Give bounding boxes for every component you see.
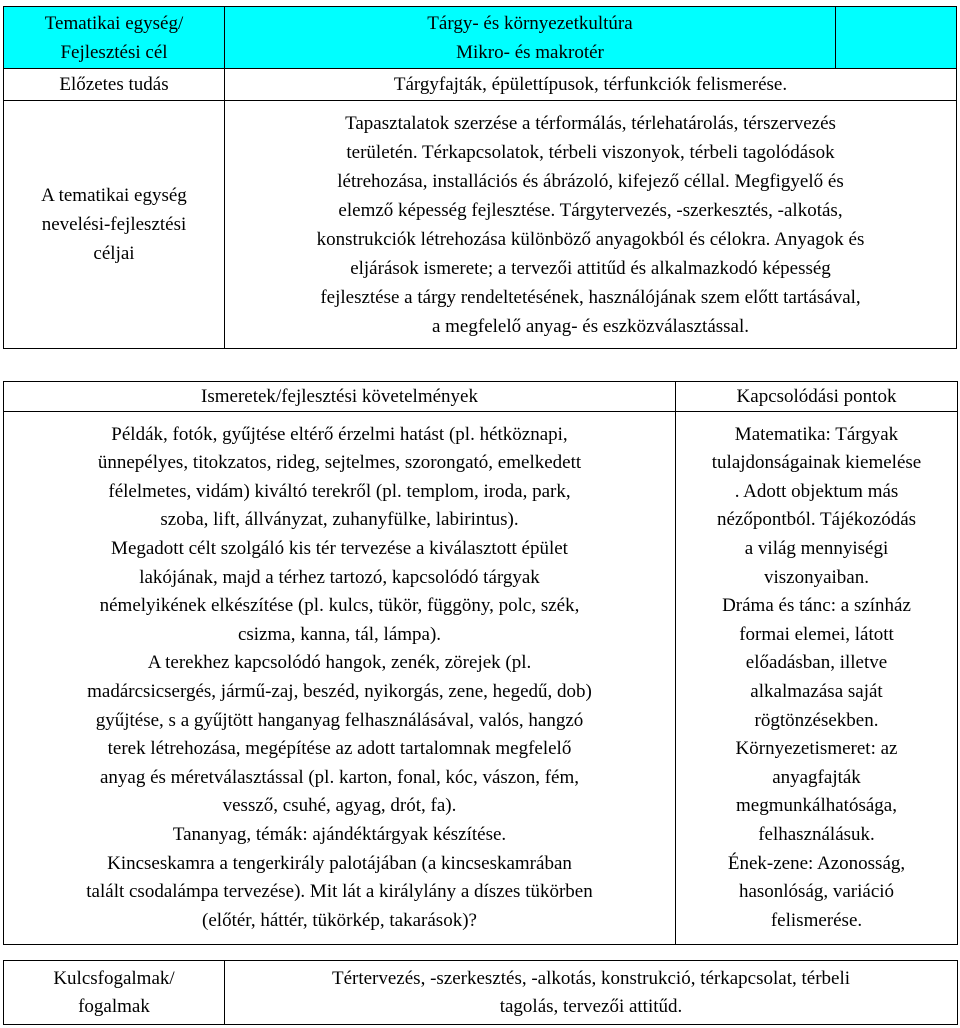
content-line: rögtönzésekben. <box>754 709 879 731</box>
content-line: nézőpontból. Tájékozódás <box>716 509 917 531</box>
prior-knowledge-value <box>225 69 957 101</box>
content-line: anyagfajták <box>772 766 861 788</box>
value-line: Tárgyfajták, épülettípusok, térfunkciók felismerése. <box>393 74 788 95</box>
label-line: nevelési-fejlesztési <box>41 214 187 235</box>
key-concepts-table <box>3 960 958 1025</box>
value-line: tagolás, tervezői attitűd. <box>499 995 683 1017</box>
content-line: szoba, lift, állványzat, zuhanyfülke, labirintus). <box>160 509 519 531</box>
content-line: Ének-zene: Azonosság, <box>727 852 906 874</box>
connections-header: Kapcsolódási pontok <box>676 382 958 412</box>
value-line: Tapasztalatok szerzése a térformálás, térlehatárolás, térszervezés <box>345 112 836 134</box>
content-line: Dráma és tánc: a színház <box>722 595 911 617</box>
content-line: vessző, csuhé, agyag, drót, fa). <box>222 795 457 817</box>
content-line: hasonlóság, variáció <box>738 881 895 903</box>
goals-value <box>225 101 957 349</box>
label-line: Előzetes tudás <box>59 74 169 95</box>
requirements-content <box>4 412 676 945</box>
label-line: céljai <box>93 243 135 264</box>
content-line: félelmetes, vidám) kiváltó terekről (pl. templom, iroda, park, <box>108 480 571 502</box>
content-line: gyűjtése, s a gyűjtött hanganyag felhasználásával, valós, hangzó <box>95 709 584 731</box>
content-line: tulajdonságainak kiemelése <box>711 452 922 474</box>
requirements-header: Ismeretek/fejlesztési követelmények <box>4 382 676 412</box>
content-line: Környezetismeret: az <box>735 738 898 760</box>
value-line: a megfelelő anyag- és eszközválasztással. <box>431 315 750 337</box>
value-line: Mikro- és makrotér <box>456 41 604 63</box>
content-line: Matematika: Tárgyak <box>734 423 899 445</box>
theme-unit-table <box>3 6 957 349</box>
label-line: fogalmak <box>78 995 150 1017</box>
content-line: (előtér, háttér, tükörkép, takarások)? <box>202 909 477 931</box>
content-line: terek létrehozása, megépítése az adott tartalomnak megfelelő <box>107 738 572 760</box>
content-line: felismerése. <box>770 909 863 931</box>
content-line: Tananyag, témák: ajándéktárgyak készítése. <box>172 823 507 845</box>
value-line: Tértervezés, -szerkesztés, -alkotás, konstrukció, térkapcsolat, térbeli <box>331 967 851 989</box>
value-line: fejlesztése a tárgy rendeltetésének, használójának szem előtt tartásával, <box>320 286 861 308</box>
label-line: A tematikai egység <box>41 185 187 206</box>
value-line: eljárások ismerete; a tervezői attitűd és alkalmazkodó képesség <box>350 257 831 279</box>
value-line: területén. Térkapcsolatok, térbeli viszonyok, térbeli tagolódások <box>346 141 835 163</box>
label-line: Tematikai egység/ <box>44 12 184 34</box>
value-line: konstrukciók létrehozása különböző anyagokból és célokra. Anyagok és <box>316 228 865 250</box>
content-line: madárcsicsergés, jármű-zaj, beszéd, nyikorgás, zene, hegedű, dob) <box>87 681 592 702</box>
content-line: Példák, fotók, gyűjtése eltérő érzelmi hatást (pl. hétköznapi, <box>111 423 568 445</box>
content-line: formai elemei, látott <box>739 623 894 645</box>
content-line: . Adott objektum más <box>734 480 899 502</box>
content-line: alkalmazása saját <box>750 681 883 702</box>
content-line: a világ mennyiségi <box>744 538 889 560</box>
goals-label <box>4 101 225 349</box>
content-line: felhasználásuk. <box>758 823 875 845</box>
content-line: csizma, kanna, tál, lámpa). <box>237 623 442 645</box>
value-line: elemző képesség fejlesztése. Tárgytervezés, -szerkesztés, -alkotás, <box>338 199 843 221</box>
content-line: ünnepélyes, titokzatos, rideg, sejtelmes, szorongató, emelkedett <box>97 452 582 474</box>
content-line: viszonyaiban. <box>763 566 869 588</box>
requirements-table <box>3 381 958 945</box>
content-line: megmunkálhatósága, <box>736 795 897 817</box>
theme-unit-label <box>4 7 225 69</box>
content-line: A terekhez kapcsolódó hangok, zenék, zörejek (pl. <box>147 652 532 674</box>
prior-knowledge-label <box>4 69 225 101</box>
content-line: talált csodalámpa tervezése). Mit lát a királylány a díszes tükörben <box>86 881 593 903</box>
key-concepts-value <box>225 961 958 1025</box>
content-line: előadásban, illetve <box>745 652 888 674</box>
theme-unit-value <box>225 7 836 69</box>
content-line: némelyikének elkészítése (pl. kulcs, tükör, függöny, polc, szék, <box>99 595 580 617</box>
content-line: Megadott célt szolgáló kis tér tervezése a kiválasztott épület <box>111 538 568 560</box>
connections-content <box>676 412 958 945</box>
content-line: anyag és méretválasztással (pl. karton, fonal, kóc, vászon, fém, <box>99 766 580 788</box>
content-line: Kincseskamra a tengerkirály palotájában (a kincseskamrában <box>107 852 572 874</box>
content-line: lakójának, majd a térhez tartozó, kapcsolódó tárgyak <box>139 566 540 588</box>
value-line: Tárgy- és környezetkultúra <box>427 12 633 34</box>
label-line: Fejlesztési cél <box>60 41 168 63</box>
theme-unit-extra-cell <box>836 7 957 69</box>
label-line: Kulcsfogalmak/ <box>53 967 175 989</box>
value-line: létrehozása, installációs és ábrázoló, kifejező céllal. Megfigyelő és <box>337 170 844 192</box>
key-concepts-label <box>4 961 225 1025</box>
